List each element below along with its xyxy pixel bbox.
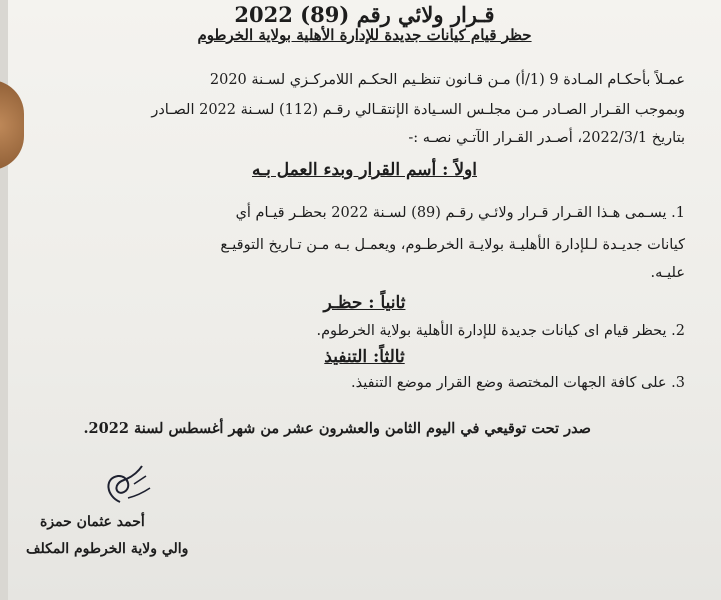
section-heading-3: ثالثاً: التنفيذ bbox=[324, 347, 405, 367]
decree-subtitle: حظر قيام كيانات جديدة للإدارة الأهلية بولاية الخرطوم bbox=[197, 26, 532, 44]
clause-2: 2. يحظر قيام اى كيانات جديدة للإدارة الأهلية بولاية الخرطوم. bbox=[316, 323, 685, 339]
section-heading-1: اولاً : أسم القرار وبدء العمل بـه bbox=[251, 160, 477, 180]
thumb-in-photo bbox=[0, 80, 24, 170]
document-page bbox=[8, 0, 721, 600]
closing-statement: صدر تحت توقيعي في اليوم الثامن والعشرون عشر من شهر أغسطس لسنة 2022. bbox=[83, 420, 591, 437]
clause-1-line-1: 1. يسـمى هـذا القـرار قـرار ولائـي رقـم (89) لسـنة 2022 بحظـر قيـام أي bbox=[235, 205, 685, 221]
clause-3: 3. على كافة الجهات المختصة وضع القرار موضع التنفيذ. bbox=[350, 375, 685, 391]
clause-1-line-2: كيانات جديـدة لـلإدارة الأهليـة بولايـة الخرطـوم، ويعمـل بـه مـن تـاريخ التوقيـع bbox=[220, 237, 685, 253]
preamble-line-2: وبموجب القـرار الصـادر مـن مجلـس السـيادة الإنتقـالي رقـم (112) لسـنة 2022 الصـادر bbox=[151, 102, 685, 118]
section-heading-2: ثانياً : حظـر bbox=[323, 293, 406, 313]
preamble-line-1: عمـلاً بأحكـام المـادة 9 (1/أ) مـن قـانون تنظـيم الحكـم اللامركـزي لسـنة 2020 bbox=[209, 72, 685, 88]
signatory-title: والي ولاية الخرطوم المكلف bbox=[26, 541, 189, 557]
clause-1-line-3: عليـه. bbox=[650, 265, 685, 281]
signatory-name: أحمد عثمان حمزة bbox=[40, 514, 145, 530]
preamble-line-3: بتاريخ 2022/3/1، أصـدر القـرار الآتـي نصـه :- bbox=[408, 130, 685, 146]
decree-title: قـرار ولائي رقم (89) 2022 bbox=[234, 2, 495, 27]
handwritten-signature bbox=[98, 462, 158, 508]
